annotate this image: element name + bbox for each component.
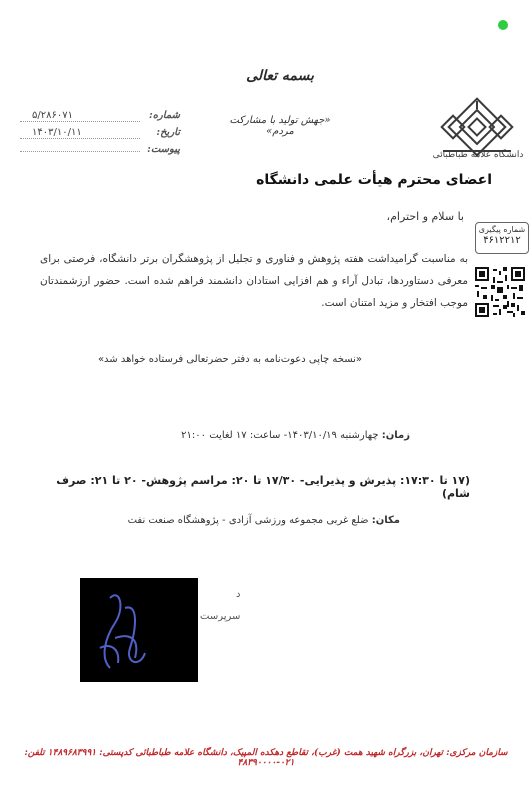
meta-date-label: تاریخ: bbox=[156, 127, 180, 138]
meta-attachment-label: پیوست: bbox=[147, 144, 180, 155]
meta-attachment-value bbox=[20, 151, 140, 152]
tracking-label: شماره پیگیری bbox=[478, 225, 526, 234]
letter-title: اعضای محترم هیأت علمی دانشگاه bbox=[256, 172, 492, 188]
event-time bbox=[100, 430, 410, 441]
time-label: زمان: bbox=[381, 430, 410, 441]
signature-text bbox=[200, 584, 240, 628]
university-caption: دانشگاه علامه طباطبائی bbox=[432, 150, 524, 160]
meta-number-row bbox=[20, 110, 180, 127]
letter-body: به مناسبت گرامیداشت هفته پژوهش و فناوری و تجلیل از پژوهشگران برتر دانشگاه، فرصتی برای معرفی دستاوردها، تبادل آراء و هم افزایی استادان دانشمند فراهم شده است. حضور ارزشمندتان موجب افتخار و مزید امتنان است. bbox=[40, 253, 468, 309]
footer-address: سازمان مرکزی: تهران، بزرگراه شهید همت (غرب)، تقاطع دهکده المپیک، دانشگاه علامه طباطبائی کدپستی: ۱۴۸۹۶۸۳۹۹۱ تلفن: ۰۲۱-۴۸۳۹۰۰۰۰ bbox=[24, 748, 508, 768]
qr-code-icon bbox=[475, 267, 525, 317]
place-value: ضلع غربی مجموعه ورزشی آزادی - پژوهشگاه صنعت نفت bbox=[127, 515, 369, 526]
copy-note: «نسخه چاپی دعوت‌نامه به دفتر حضرتعالی فرستاده خواهد شد» bbox=[97, 354, 363, 365]
time-value: چهارشنبه ۱۴۰۳/۱۰/۱۹- ساعت: ۱۷ لغایت ۲۱:۰۰ bbox=[181, 430, 379, 441]
meta-date-value: ۱۴۰۳/۱۰/۱۱ bbox=[20, 127, 140, 139]
tracking-box bbox=[475, 222, 529, 254]
letter-meta bbox=[20, 110, 180, 161]
meta-date-row bbox=[20, 127, 180, 144]
slogan: «جهش تولید با مشارکت مردم» bbox=[229, 115, 331, 137]
place-label: مکان: bbox=[371, 515, 400, 526]
greeting: با سلام و احترام، bbox=[386, 210, 464, 223]
signature-line-1: د bbox=[235, 589, 241, 600]
event-program: (۱۷ تا ۱۷:۳۰: پذیرش و پذیرایی- ۱۷/۳۰ تا ۲۰: مراسم پژوهش- ۲۰ تا ۲۱: صرف شام) bbox=[56, 474, 470, 500]
tracking-number: ۴۶۱۲۲۱۲ bbox=[483, 235, 521, 246]
meta-number-label: شماره: bbox=[149, 110, 180, 121]
signature-icon bbox=[80, 578, 198, 682]
meta-attachment-row bbox=[20, 144, 180, 161]
meta-number-value: ۵/۲۸۶۰۷۱ bbox=[20, 110, 140, 122]
basmala: بسمه تعالی bbox=[246, 68, 314, 84]
status-dot bbox=[498, 20, 508, 30]
signature-line-2: سرپرست bbox=[200, 611, 241, 622]
signature-image bbox=[80, 578, 198, 682]
event-place bbox=[60, 515, 400, 526]
